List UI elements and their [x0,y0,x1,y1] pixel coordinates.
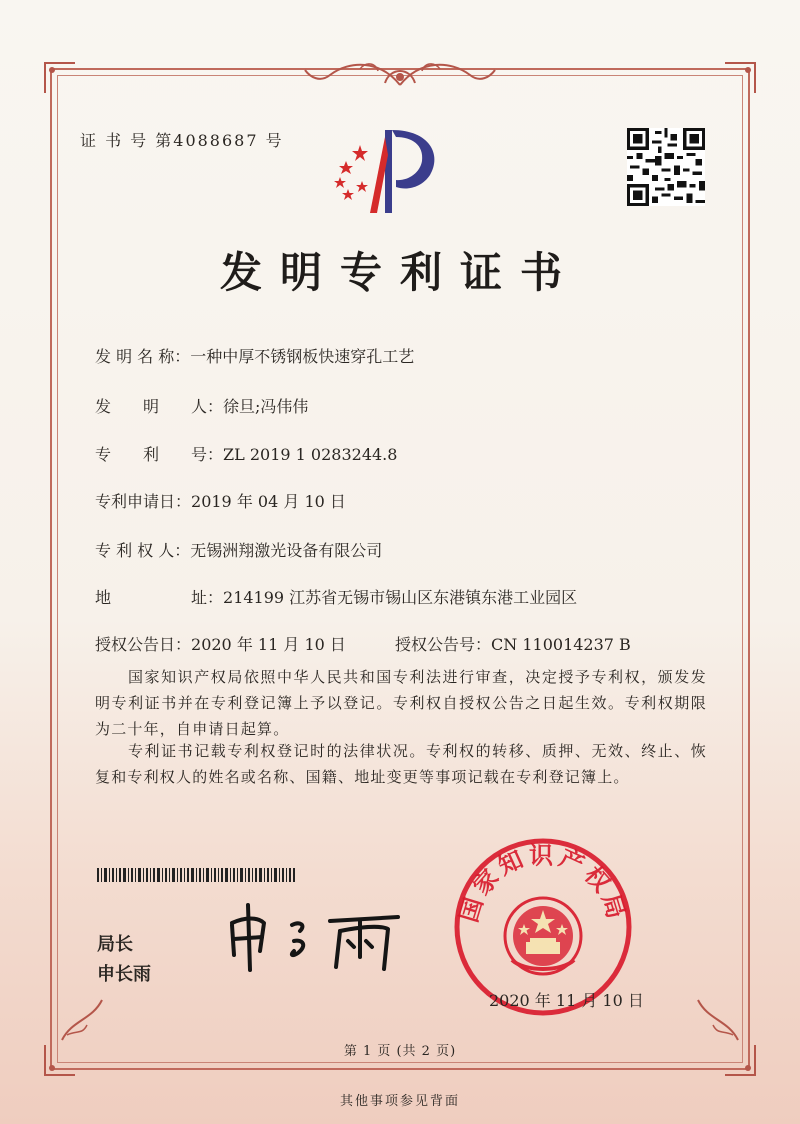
field-value: 214199 江苏省无锡市锡山区东港镇东港工业园区 [223,588,578,607]
corner-ornament-top-left [40,58,80,98]
field-patentee [95,538,382,561]
field-label: 地 址： [95,588,224,607]
qr-code [627,128,705,206]
back-note: 其他事项参见背面 [339,1094,460,1109]
field-label: 专利申请日： [95,492,192,511]
seal-text: 国家知识产权局 [454,841,632,926]
statement-paragraph-2: 专利证书记载专利权登记时的法律状况。专利权的转移、质押、无效、终止、恢复和专利权人的姓名或名称、国籍、地址变更等事项记载在专利登记簿上。 [95,742,707,786]
field-label: 发 明 人： [95,397,224,416]
field-label: 授权公告日： [95,635,192,654]
field-filing-date [95,489,346,512]
national-emblem-icon [505,898,581,974]
field-address [95,585,577,608]
certificate-number: 证 书 号 第4088687 号 [80,131,284,150]
field-inventor [95,394,308,417]
field-label: 专 利 权 人： [95,541,191,560]
director-signature [220,895,410,975]
field-value: ZL 2019 1 0283244.8 [223,445,398,464]
seal-date: 2020 年 11 月 10 日 [489,991,644,1010]
statement-paragraph-1: 国家知识产权局依照中华人民共和国专利法进行审查，决定授予专利权，颁发发明专利证书并在专利登记簿上予以登记。专利权自授权公告之日起生效。专利权期限为二十年，自申请日起算。 [95,668,707,738]
corner-ornament-top-right [720,58,760,98]
field-value: 2020 年 11 月 10 日 [191,635,346,654]
field-label: 发 明 名 称： [95,347,191,366]
top-ornament [300,55,500,95]
director-title: 局长 [97,934,133,955]
field-grant-date [95,632,346,655]
certificate-title: 发明专利证书 [219,248,580,297]
director-name: 申长雨 [97,964,151,985]
field-label: 专 利 号： [95,445,224,464]
field-value: 2019 年 04 月 10 日 [191,492,346,511]
page-number: 第 1 页 (共 2 页) [343,1044,457,1059]
field-value: 无锡洲翔激光设备有限公司 [190,541,383,560]
field-value: CN 110014237 B [491,635,631,654]
field-label: 授权公告号： [395,635,492,654]
field-patent-number [95,442,397,465]
field-value: 徐旦;冯伟伟 [223,397,309,416]
field-invention-name [95,344,414,367]
field-grant-number [395,632,631,655]
barcode [97,868,295,882]
field-value: 一种中厚不锈钢板快速穿孔工艺 [190,347,415,366]
patent-office-logo-icon [330,125,450,220]
